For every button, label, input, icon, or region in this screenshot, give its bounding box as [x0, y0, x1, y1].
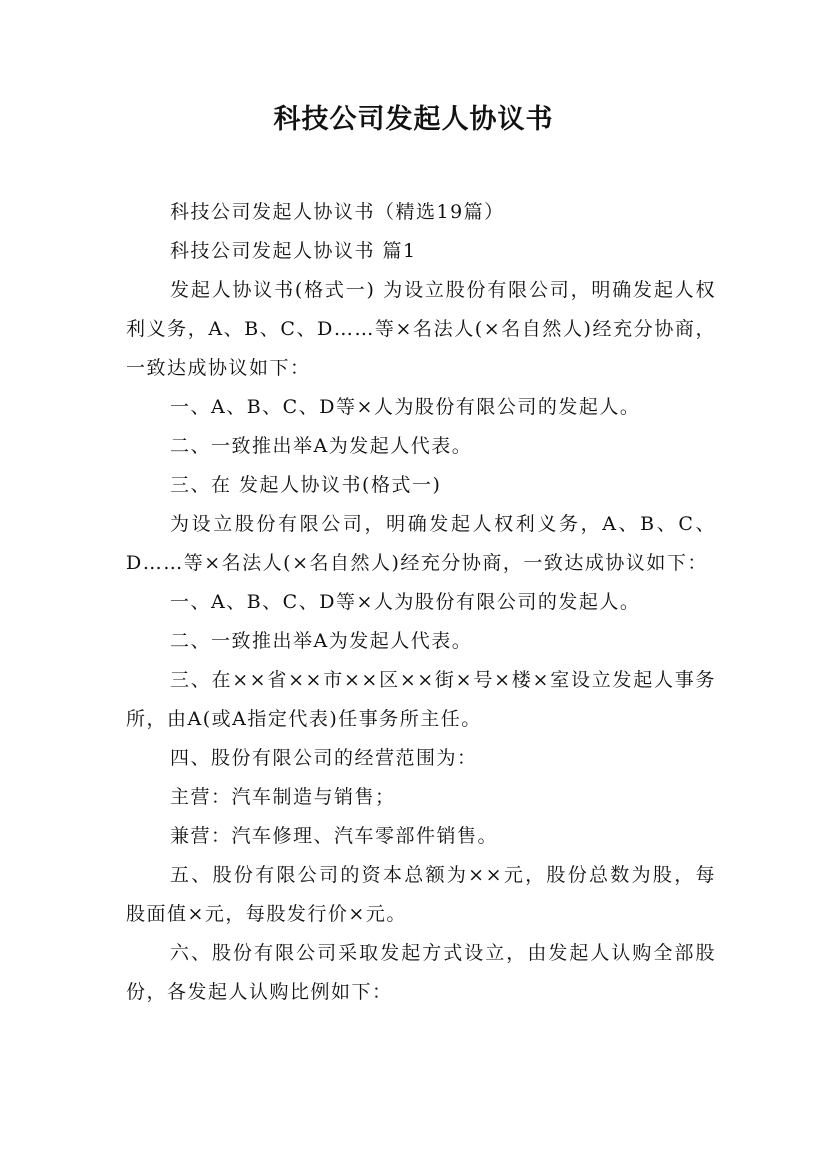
paragraph: 发起人协议书(格式一) 为设立股份有限公司，明确发起人权利义务，A、B、C、D……等×名法人(×名自然人)经充分协商，一致达成协议如下：	[126, 279, 716, 379]
paragraph: 二、一致推出举A为发起人代表。	[170, 630, 473, 652]
paragraph-subtitle: 科技公司发起人协议书（精选19篇）	[170, 201, 505, 223]
paragraph: 五、股份有限公司的资本总额为××元，股份总数为股，每股面值×元，每股发行价×元。	[126, 864, 716, 925]
paragraph-section-heading: 科技公司发起人协议书 篇1	[170, 240, 417, 262]
paragraph: 主营：汽车制造与销售；	[170, 786, 396, 808]
paragraph: 四、股份有限公司的经营范围为：	[170, 747, 478, 769]
document-title: 科技公司发起人协议书	[273, 104, 554, 135]
paragraph: 六、股份有限公司采取发起方式设立，由发起人认购全部股份，各发起人认购比例如下：	[126, 942, 716, 1003]
paragraph: 一、A、B、C、D等×人为股份有限公司的发起人。	[170, 591, 641, 613]
paragraph: 二、一致推出举A为发起人代表。	[170, 435, 473, 457]
document-body	[126, 193, 716, 1012]
paragraph: 兼营：汽车修理、汽车零部件销售。	[170, 825, 499, 847]
paragraph: 为设立股份有限公司，明确发起人权利义务，A、B、C、D……等×名法人(×名自然人)经充分协商，一致达成协议如下：	[126, 513, 716, 574]
paragraph: 三、在××省××市××区××街×号×楼×室设立发起人事务所，由A(或A指定代表)任事务所主任。	[126, 669, 716, 730]
paragraph: 三、在 发起人协议书(格式一)	[170, 474, 442, 496]
paragraph: 一、A、B、C、D等×人为股份有限公司的发起人。	[170, 396, 641, 418]
